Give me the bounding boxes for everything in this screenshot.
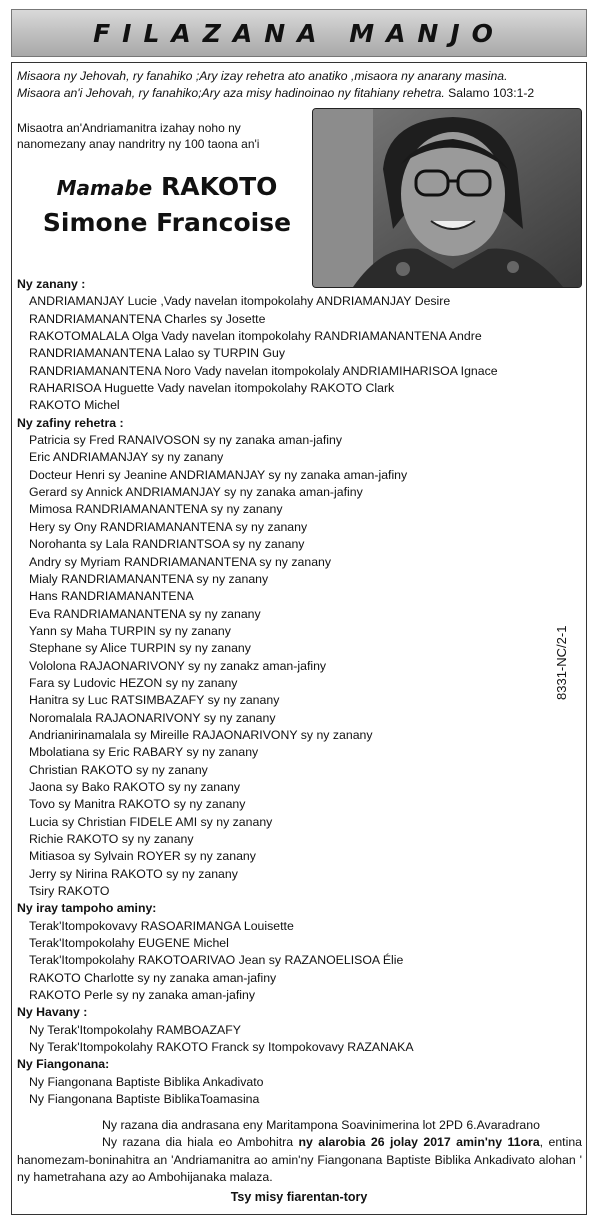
list-item: Fara sy Ludovic HEZON sy ny zanany [29,675,238,690]
list-item: ANDRIAMANJAY Lucie ,Vady navelan itompokolahy ANDRIAMANJAY Desire [29,294,451,309]
name-surname: RAKOTO [160,172,278,201]
list-item: Patricia sy Fred RANAIVOSON sy ny zanaka aman-jafiny [29,433,342,448]
thanks-text: Misaotra an'Andriamanitra izahay noho ny nanomezany anay nandritry ny 100 taona an'i [17,121,260,151]
reference-code: 8331-NC/2-1 [554,625,569,700]
list-item: Norohanta sy Lala RANDRIANTSOA sy ny zanany [29,537,305,552]
list-item: RAKOTOMALALA Olga Vady navelan itompokolahy RANDRIAMANANTENA Andre [29,329,482,344]
list-item: Ny Terak'Itompokolahy RAMBOAZAFY [29,1022,241,1037]
funeral-details [17,1117,582,1186]
list-item: RAHARISOA Huguette Vady navelan itompokolahy RAKOTO Clark [29,381,395,396]
list-item: Terak'Itompokolahy EUGENE Michel [29,936,229,951]
list-item: Vololona RAJAONARIVONY sy ny zanakz aman-jafiny [29,658,327,673]
list-item: RAKOTO Michel [29,398,120,413]
section-heading: Ny Havany : [17,1005,88,1020]
list-item: Richie RAKOTO sy ny zanany [29,832,194,846]
section-heading: Ny zafiny rehetra : [17,415,124,430]
name-prefix: Mamabe [56,176,153,200]
list-item: Hanitra sy Luc RATSIMBAZAFY sy ny zanany [29,693,280,708]
list-item: RANDRIAMANANTENA Noro Vady navelan itompokolaly ANDRIAMIHARISOA Ignace [29,363,498,378]
departure-details: Ny razana dia hiala eo Ambohitra ny alarobia 26 jolay 2017 amin'ny 11ora, entina hanomezam-boninahitra an 'Andriamanitra ao amin'ny Fiangonana Baptiste Biblika Ankadivato alohan ' ny hametrahana azy ao Ambohijanaka malaza. [17,1135,583,1184]
verse-line-1: Misaora ny Jehovah, ry fanahiko ;Ary izay rehetra ato anatiko ,misaora ny anarany masina. [17,69,508,83]
deceased-name [17,170,317,241]
verse-reference: Salamo 103:1-2 [448,85,535,100]
verse-line-2: Misaora an'i Jehovah, ry fanahiko;Ary aza misy hadinoinao ny fitahiany rehetra. Salamo 103:1-2 [17,85,535,100]
list-item: RAKOTO Perle sy ny zanaka aman-jafiny [29,988,255,1003]
list-item: Jaona sy Bako RAKOTO sy ny zanany [29,779,240,794]
list-item: Tovo sy Manitra RAKOTO sy ny zanany [29,797,246,812]
page-title: FILAZANA MANJO [93,18,505,48]
list-item: Hery sy Ony RANDRIAMANANTENA sy ny zanany [29,519,308,534]
closing-note: Tsy misy fiarentan-tory [230,1190,368,1204]
list-item: Tsiry RAKOTO [29,884,110,899]
list-item: Hans RANDRIAMANANTENA [29,589,194,604]
list-item: Mbolatiana sy Eric RABARY sy ny zanany [29,745,259,760]
list-item: Mialy RANDRIAMANANTENA sy ny zanany [29,571,269,586]
list-item: Andry sy Myriam RANDRIAMANANTENA sy ny zanany [29,554,332,569]
list-item: Ny Fiangonana Baptiste BiblikaToamasina [29,1092,260,1107]
list-item: Eric ANDRIAMANJAY sy ny zanany [29,450,224,465]
list-item: RANDRIAMANANTENA Charles sy Josette [29,311,266,326]
wake-location: Ny razana dia andrasana eny Maritampona Soavinimerina lot 2PD 6.Avaradrano [102,1118,540,1132]
list-item: Gerard sy Annick ANDRIAMANJAY sy ny zanaka aman-jafiny [29,485,363,500]
name-given: Simone Francoise [42,208,292,237]
list-item: Terak'Itompokovavy RASOARIMANGA Louisette [29,918,294,933]
list-item: Stephane sy Alice TURPIN sy ny zanany [29,641,251,656]
list-item: RAKOTO Charlotte sy ny zanaka aman-jafiny [29,970,277,985]
title-bar [11,9,587,57]
list-item: Jerry sy Nirina RAKOTO sy ny zanany [29,866,238,881]
list-item: Noromalala RAJAONARIVONY sy ny zanany [29,710,276,725]
departure-date: ny alarobia 26 jolay 2017 amin'ny 11ora [298,1135,540,1150]
section-heading: Ny Fiangonana: [17,1057,110,1072]
list-item: Ny Fiangonana Baptiste Biblika Ankadivato [29,1074,264,1089]
portrait-photo [312,108,582,288]
list-item: Mitiasoa sy Sylvain ROYER sy ny zanany [29,849,256,864]
list-item: Docteur Henri sy Jeanine ANDRIAMANJAY sy ny zanaka aman-jafiny [29,467,408,482]
portrait-image [313,109,581,287]
section-heading: Ny zanany : [17,277,86,291]
list-item: Andrianirinamalala sy Mireille RAJAONARIVONY sy ny zanany [29,727,373,742]
list-item: Mimosa RANDRIAMANANTENA sy ny zanany [29,502,283,517]
bible-verse [17,68,577,101]
list-item: Christian RAKOTO sy ny zanany [29,762,208,777]
list-item: Yann sy Maha TURPIN sy ny zanany [29,623,231,638]
list-item: Eva RANDRIAMANANTENA sy ny zanany [29,606,261,621]
list-item: Terak'Itompokolahy RAKOTOARIVAO Jean sy RAZANOELISOA Élie [29,953,404,968]
family-list [17,276,577,1109]
section-heading: Ny iray tampoho aminy: [17,901,157,916]
list-item: Lucia sy Christian FIDELE AMI sy ny zanany [29,814,273,829]
list-item: RANDRIAMANANTENA Lalao sy TURPIN Guy [29,346,286,361]
list-item: Ny Terak'Itompokolahy RAKOTO Franck sy Itompokovavy RAZANAKA [29,1040,414,1055]
